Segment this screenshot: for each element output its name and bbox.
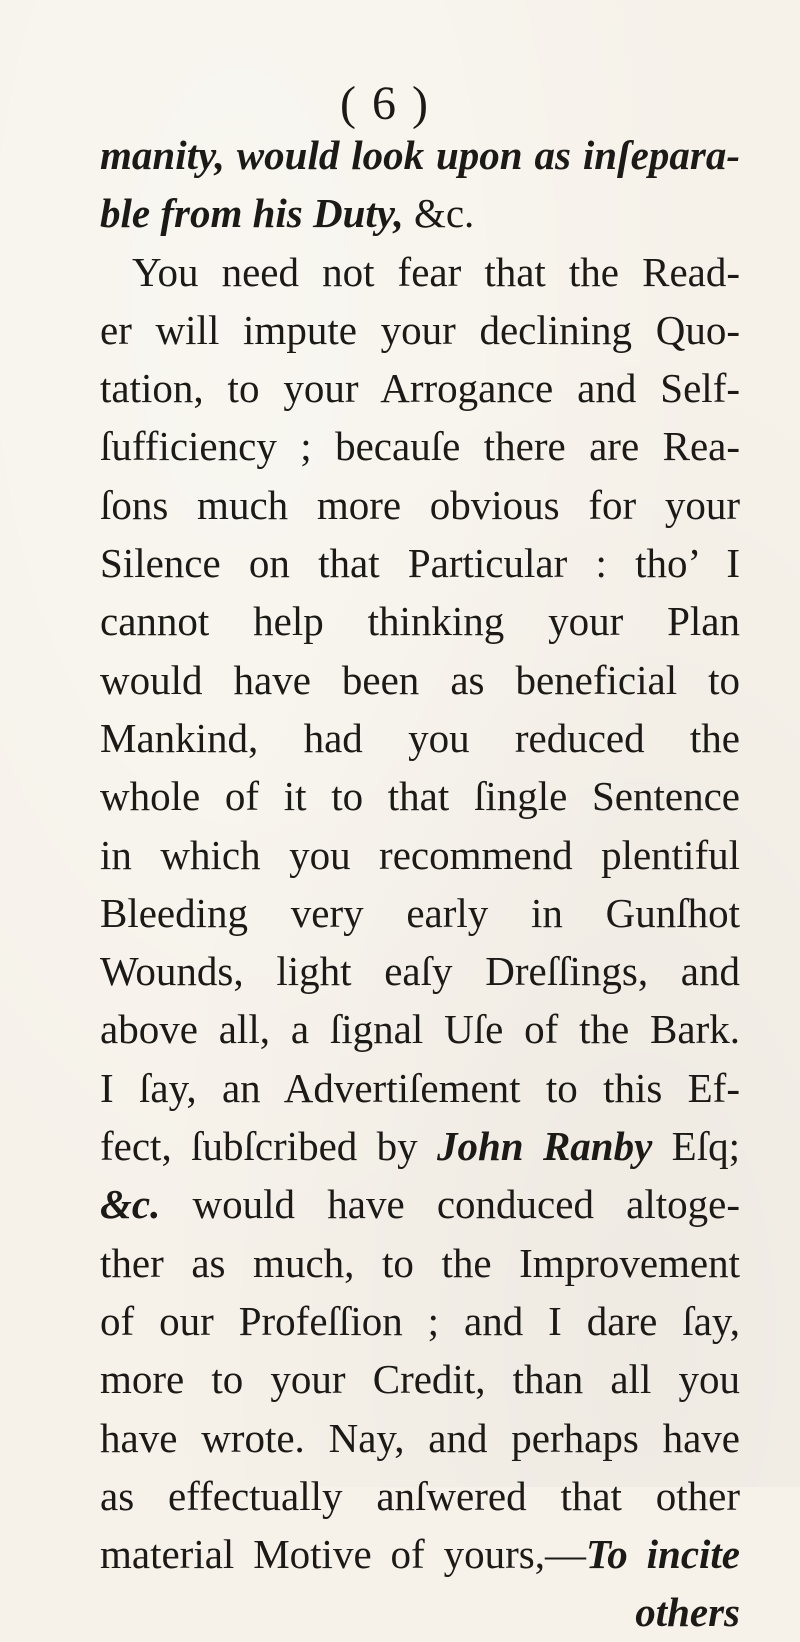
text-fragment: Eſq; [652, 1123, 740, 1170]
text-line-1 [100, 126, 740, 184]
text-line-13: in which you recommend plentiful [100, 831, 740, 878]
text-line-14: Bleeding very early in Gunſhot [100, 889, 740, 936]
text-line-5: tation, to your Arrogance and Self- [100, 365, 740, 412]
text-line-10: would have been as beneficial to [100, 656, 740, 703]
italic-phrase: would look upon as inſepara- [224, 132, 740, 178]
text-line-22: more to your Credit, than all you [100, 1356, 740, 1403]
text-line-2 [100, 184, 740, 242]
text-fragment: fect, ſubſcribed by [100, 1123, 437, 1170]
catchword-text: others [635, 1589, 740, 1636]
text-line-3: You need not fear that the Read- [132, 248, 740, 295]
italic-name: John Ranby [437, 1123, 653, 1170]
text-line-24: as effectually anſwered that other [100, 1472, 740, 1519]
italic-phrase: ble from his Duty, [100, 190, 404, 237]
text-line-7: ſons much more obvious for your [100, 481, 740, 528]
text-line-12: whole of it to that ſingle Sentence [100, 773, 740, 820]
text-line-16: above all, a ſignal Uſe of the Bark. [100, 1006, 740, 1053]
page-number: ( 6 ) [340, 77, 430, 130]
text-line-8: Silence on that Particular : tho’ I [100, 540, 740, 587]
catchword [100, 1583, 740, 1641]
text-line-15: Wounds, light eaſy Dreſſings, and [100, 948, 740, 995]
text-line-17: I ſay, an Advertiſement to this Ef- [100, 1064, 740, 1111]
text-line-20: ther as much, to the Improvement [100, 1239, 740, 1286]
text-line-25 [100, 1525, 740, 1583]
text-line-9: cannot help thinking your Plan [100, 598, 740, 645]
body-text [100, 126, 740, 1642]
italic-phrase: &c. [100, 1181, 161, 1228]
text-line-23: have wrote. Nay, and perhaps have [100, 1414, 740, 1461]
text-line-19 [100, 1175, 740, 1233]
text-fragment: material Motive of yours,— [100, 1531, 586, 1578]
text-fragment: &c. [403, 190, 475, 237]
italic-phrase: manity, [100, 132, 225, 178]
text-line-21: of our Profeſſion ; and I dare ſay, [100, 1297, 740, 1344]
italic-phrase: To incite [585, 1531, 740, 1578]
text-fragment: would have conduced altoge- [160, 1181, 740, 1228]
text-line-6: ſufficiency ; becauſe there are Rea- [100, 423, 740, 470]
text-line-18 [100, 1117, 740, 1175]
text-line-11: Mankind, had you reduced the [100, 714, 740, 761]
text-line-4: er will impute your declining Quo- [100, 306, 740, 353]
